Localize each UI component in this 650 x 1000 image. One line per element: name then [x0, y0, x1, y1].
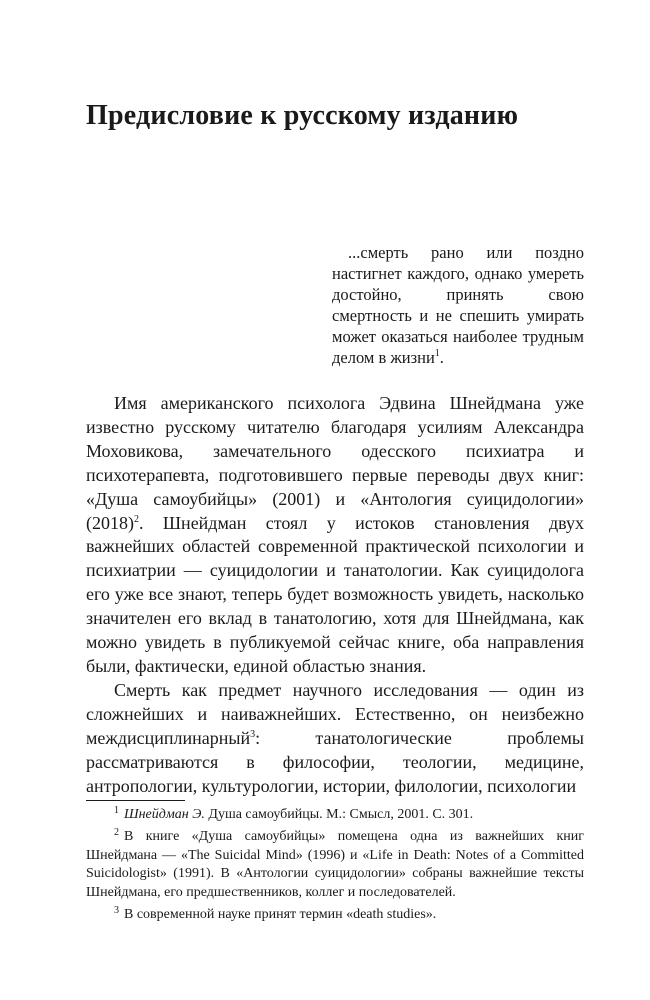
footnote-1 [86, 802, 584, 824]
epigraph [332, 242, 584, 368]
footnote-number: 2 [114, 827, 119, 839]
footnote-ref-2[interactable]: 2 [134, 513, 139, 525]
footnote-3 [86, 902, 584, 924]
footnote-author: Шнейдман Э. [124, 807, 205, 822]
epigraph-quote: ...смерть рано или поздно настигнет каждого, однако умереть достойно, принять свою смертность и не спешить умирать может оказаться наиболее трудным делом в жизни [332, 243, 584, 367]
footnote-ref-1[interactable]: 1 [434, 348, 440, 359]
footnote-number: 1 [114, 805, 119, 816]
epigraph-text: ...смерть рано или поздно настигнет каждого, однако умереть достойно, принять свою смертность и не спешить умирать может оказаться наиболее трудным делом в жизни$^1$. [332, 243, 584, 367]
footnote-text: В современной науке принят термин «death studies». [124, 907, 437, 923]
paragraph-1-part-2: . Шнейдман стоял у истоков становления двух важнейших областей современной практической психологии и психиатрии — суицидологии и танатологии. Как суицидолога его уже все знают, теперь будет возможность увидеть, насколько значителен его вклад в танатологию, хотя для Шнейдмана, как можно увидеть в публикуемой сейчас книге, оба направления были, фактически, единой областью знания. [86, 512, 584, 676]
paragraph-2 [86, 679, 584, 799]
main-text [86, 392, 584, 798]
paragraph-2-part-2: : танатологические проблемы рассматриваются в философии, теологии, медицине, антропологии, культурологии, истории, филологии, психологии [86, 727, 584, 796]
footnote-divider [86, 800, 185, 801]
paragraph-1-part-1: Имя американского психолога Эдвина Шнейдмана уже известно русскому читателю благодаря усилиям Александра Моховикова, замечательного одесского психиатра и психотерапевта, подготовившего первые переводы двух книг: «Душа самоубийцы» (2001) и «Антология суицидологии» (2018) [86, 393, 584, 533]
paragraph-2-part-1: Смерть как предмет научного исследования — один из сложнейших и наиважнейших. Естественно, он неизбежно междисциплинарный [86, 679, 584, 748]
page-title: Предисловие к русскому изданию [86, 100, 519, 131]
footnote-2 [86, 824, 584, 902]
paragraph-1 [86, 392, 584, 679]
footnotes [86, 802, 584, 924]
footnote-ref-3[interactable]: 3 [250, 728, 256, 740]
footnote-text: Душа самоубийцы. М.: Смысл, 2001. С. 301. [204, 807, 474, 822]
footnote-text: В книге «Душа самоубийцы» помещена одна из важнейших книг Шнейдмана — «The Suicidal Mind» (1996) и «Life in Death: Notes of a Committed Suicidologist» (1991). В «Антологии суицидологии» собраны важнейшие тексты Шнейдмана, его предшественников, коллег и последователей. [86, 829, 584, 900]
footnote-number: 3 [114, 905, 119, 917]
